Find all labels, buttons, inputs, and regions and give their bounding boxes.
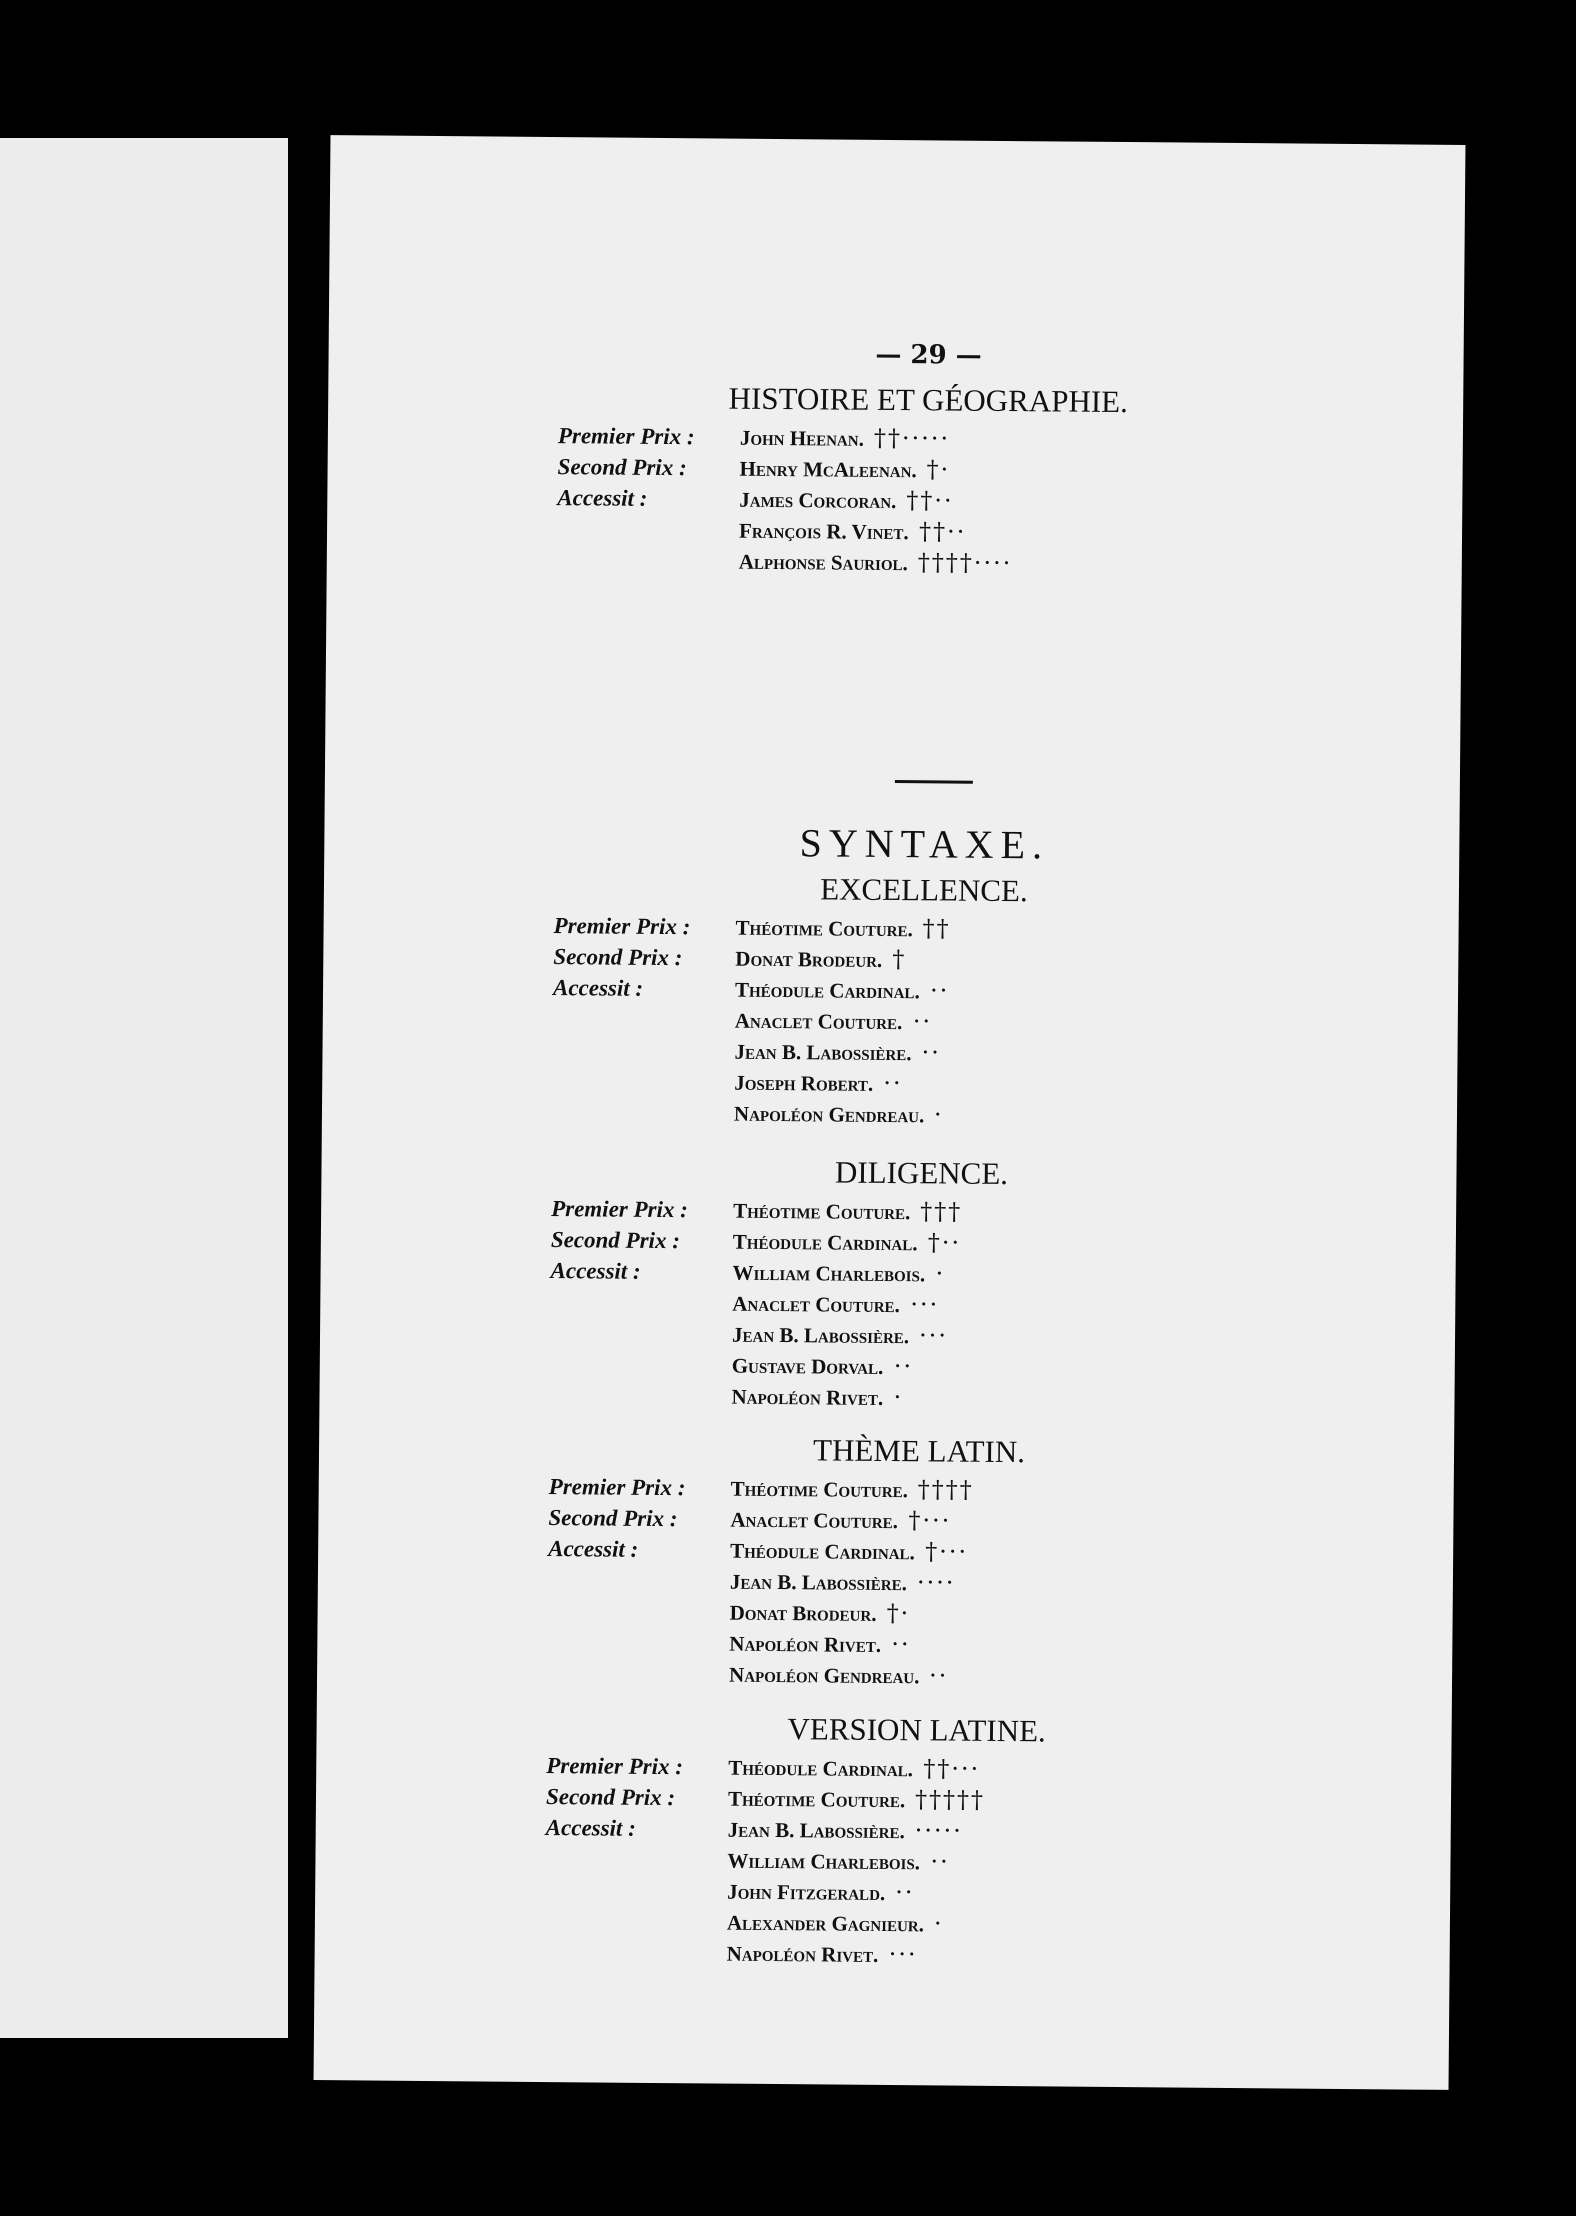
merit-marks: †· [926, 455, 951, 484]
merit-marks: ····· [914, 1816, 964, 1845]
merit-marks: ·· [883, 1068, 903, 1098]
merit-marks: ··· [888, 1940, 918, 1969]
student-name: Henry McAleenan. [739, 456, 917, 483]
merit-marks: · [933, 1909, 944, 1938]
student-name: Théotime Couture. [733, 1198, 911, 1225]
student-name: Donat Brodeur. [735, 946, 883, 972]
student-name: Jean B. Labossière. [729, 1569, 908, 1596]
subsection-excellence [552, 869, 1294, 1136]
merit-marks: · [933, 1100, 944, 1129]
merit-marks: †† [922, 914, 951, 943]
merit-marks: ·· [928, 1661, 949, 1690]
student-name: Napoléon Rivet. [729, 1631, 882, 1657]
merit-marks: † [892, 945, 907, 974]
left-page-edge [0, 138, 288, 2038]
student-name: John Heenan. [739, 425, 864, 451]
student-name: Théodule Cardinal. [734, 977, 920, 1004]
prize-row [552, 1099, 1292, 1136]
student-name: John Fitzgerald. [727, 1879, 886, 1905]
student-name: Jean B. Labossière. [734, 1039, 912, 1066]
prize-label: Premier Prix : [546, 1753, 684, 1780]
student-name: James Corcoran. [739, 487, 897, 514]
student-name: Anaclet Couture. [732, 1291, 900, 1318]
student-name: Donat Brodeur. [729, 1600, 877, 1626]
section-title-syntaxe: SYNTAXE. [799, 820, 1050, 868]
page-number: — 29 — [875, 339, 982, 371]
merit-marks: · [893, 1383, 904, 1412]
merit-marks: †· [886, 1598, 911, 1628]
student-name: Napoléon Rivet. [726, 1941, 879, 1967]
prize-label: Premier Prix : [548, 1474, 686, 1501]
prize-list-excellence [552, 913, 1294, 1136]
prize-label: Accessit : [550, 1258, 641, 1284]
student-name: Jean B. Labossière. [731, 1322, 910, 1349]
student-name: Théotime Couture. [730, 1476, 909, 1503]
merit-marks: ·· [921, 1038, 941, 1067]
prize-list-histoire [557, 423, 1298, 584]
prize-list-version-latine [545, 1753, 1287, 1976]
prize-label: Premier Prix : [551, 1196, 688, 1223]
student-name: Théotime Couture. [727, 1786, 906, 1813]
merit-marks: ††† [920, 1197, 963, 1226]
page-content [545, 337, 1299, 1969]
merit-marks: ···· [916, 1568, 956, 1597]
prize-label: Second Prix : [548, 1505, 678, 1532]
merit-marks: ·· [893, 1352, 914, 1381]
merit-marks: ·· [891, 1630, 911, 1659]
merit-marks: ··· [918, 1321, 949, 1350]
subsection-title-theme-latin: THÈME LATIN. [812, 1432, 1026, 1470]
student-name: Théodule Cardinal. [732, 1229, 918, 1256]
prize-row [557, 547, 1297, 584]
student-name: Joseph Robert. [734, 1070, 874, 1096]
merit-marks: ††·· [918, 517, 967, 546]
prize-label: Accessit : [557, 485, 648, 511]
merit-marks: ··· [910, 1290, 940, 1319]
section-histoire [557, 379, 1299, 584]
prize-label: Second Prix : [545, 1784, 676, 1811]
prize-label: Accessit : [545, 1815, 636, 1841]
section-syntaxe [554, 817, 1294, 870]
merit-marks: ††·· [906, 486, 954, 515]
prize-label: Premier Prix : [553, 913, 691, 940]
book-page [314, 135, 1466, 2090]
subsection-theme-latin [547, 1430, 1289, 1697]
merit-marks: ·· [930, 1847, 950, 1876]
merit-marks: ††··· [923, 1754, 981, 1783]
prize-label: Accessit : [552, 975, 644, 1001]
section-divider [895, 780, 973, 784]
student-name: Anaclet Couture. [730, 1507, 899, 1534]
merit-marks: · [935, 1259, 946, 1288]
merit-marks: †··· [908, 1506, 952, 1535]
prize-list-theme-latin [547, 1474, 1289, 1697]
student-name: Jean B. Labossière. [727, 1817, 905, 1844]
prize-label: Second Prix : [553, 944, 683, 971]
prize-list-diligence [549, 1196, 1291, 1419]
merit-marks: ††††···· [917, 548, 1013, 578]
student-name: William Charlebois. [727, 1848, 921, 1875]
student-name: Théodule Cardinal. [728, 1755, 914, 1782]
subsection-diligence [549, 1152, 1291, 1419]
subsection-title-excellence: EXCELLENCE. [820, 871, 1028, 909]
student-name: Napoléon Gendreau. [733, 1101, 925, 1128]
merit-marks: ·· [895, 1878, 915, 1907]
prize-label: Accessit : [548, 1536, 639, 1562]
subsection-title-diligence: DILIGENCE. [834, 1154, 1009, 1192]
prize-row [545, 1939, 1285, 1976]
subsection-version-latine [545, 1709, 1287, 1976]
student-name: Gustave Dorval. [731, 1353, 884, 1379]
merit-marks: †·· [927, 1228, 962, 1257]
prize-label: Second Prix : [557, 454, 687, 481]
student-name: Alexander Gagnieur. [726, 1910, 925, 1937]
prize-label: Second Prix : [550, 1227, 681, 1254]
student-name: Napoléon Rivet. [731, 1384, 884, 1410]
prize-row [549, 1382, 1289, 1419]
student-name: Napoléon Gendreau. [728, 1662, 920, 1689]
student-name: Théodule Cardinal. [730, 1538, 915, 1565]
merit-marks: ·· [912, 1007, 933, 1036]
prize-row [547, 1660, 1287, 1697]
student-name: William Charlebois. [732, 1260, 926, 1287]
merit-marks: ·· [929, 976, 950, 1005]
merit-marks: †··· [925, 1537, 969, 1566]
student-name: Alphonse Sauriol. [738, 549, 908, 576]
merit-marks: ††††† [914, 1785, 986, 1814]
merit-marks: ††····· [873, 423, 951, 453]
student-name: François R. Vinet. [738, 518, 909, 545]
prize-label: Premier Prix : [557, 423, 695, 450]
section-title-histoire: HISTOIRE ET GÉOGRAPHIE. [728, 380, 1128, 420]
student-name: Théotime Couture. [735, 915, 913, 942]
student-name: Anaclet Couture. [734, 1008, 903, 1035]
merit-marks: †††† [917, 1475, 974, 1504]
subsection-title-version-latine: VERSION LATINE. [787, 1711, 1046, 1749]
